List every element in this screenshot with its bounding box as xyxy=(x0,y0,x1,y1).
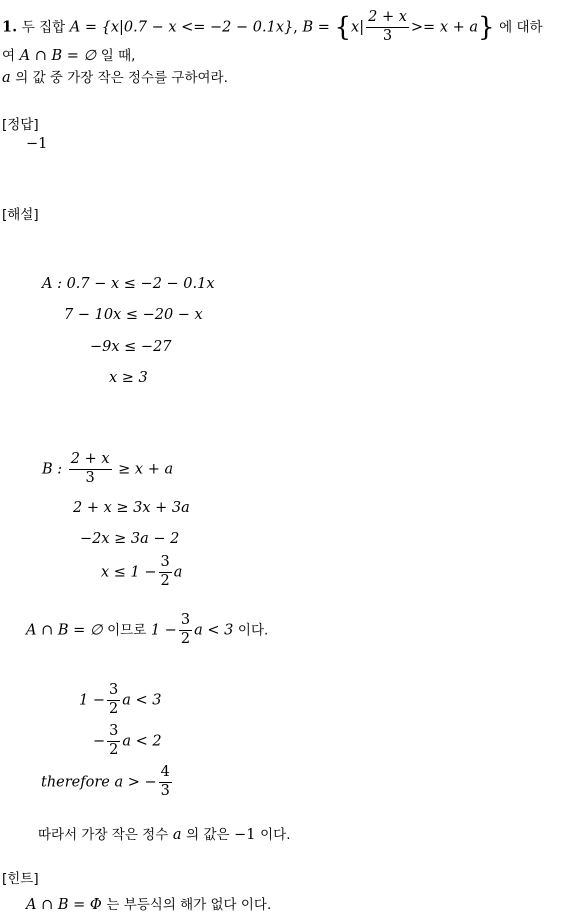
set-b-fraction xyxy=(366,10,409,45)
right-brace: } xyxy=(478,12,495,43)
fraction-denominator: 3 xyxy=(382,27,393,44)
solution-b-step-3: −2x ≥ 3a − 2 xyxy=(80,531,180,547)
ineq3-fraction xyxy=(159,765,172,800)
b-step1-left: B : xyxy=(42,461,63,478)
cond-fraction xyxy=(179,613,192,648)
solution-ineq-1 xyxy=(79,683,161,718)
cond-text2: 이다. xyxy=(237,622,269,639)
line3-var: a xyxy=(2,70,11,86)
conclusion-text3: 이다. xyxy=(260,827,291,843)
conclusion-text2: 의 값은 xyxy=(186,827,230,843)
ineq1-left: 1 − xyxy=(79,692,105,709)
solution-a-step-2: 7 − 10x ≤ −20 − x xyxy=(64,307,203,323)
problem-line-1 xyxy=(2,10,543,45)
ineq1-fraction xyxy=(107,683,120,718)
ineq2-fraction xyxy=(107,724,120,759)
solution-ineq-2 xyxy=(93,724,162,759)
cond-text1: 이므로 xyxy=(107,622,147,639)
b-step4-right: a xyxy=(173,564,183,581)
solution-b-step-1 xyxy=(42,452,173,487)
line2-prefix: 여 xyxy=(2,48,16,64)
conclusion-value: −1 xyxy=(234,827,256,843)
conclusion-text1: 따라서 가장 작은 정수 xyxy=(38,827,169,843)
line1-suffix: 에 대하 xyxy=(499,19,543,36)
ineq3-left: therefore a > − xyxy=(41,774,157,791)
problem-intro: 두 집합 xyxy=(21,19,66,36)
line2-suffix: 일 때, xyxy=(100,48,136,64)
fraction-denominator: 2 xyxy=(180,630,191,647)
line2-math: A ∩ B = ∅ xyxy=(19,48,97,64)
fraction-denominator: 3 xyxy=(85,469,95,486)
set-b-cond-right: >= x + a xyxy=(410,19,479,36)
set-b-cond-left: x| xyxy=(351,19,365,36)
fraction-numerator: 2 + x xyxy=(366,10,409,28)
solution-ineq-3 xyxy=(41,765,174,800)
conclusion-var: a xyxy=(172,827,182,843)
fraction-numerator: 3 xyxy=(107,683,120,701)
solution-a-step-1: A : 0.7 − x ≤ −2 − 0.1x xyxy=(42,276,215,292)
ineq2-left: − xyxy=(93,733,106,750)
fraction-denominator: 3 xyxy=(160,782,170,799)
line3-text: 의 값 중 가장 작은 정수를 구하여라. xyxy=(15,70,228,86)
cond-math-left: A ∩ B = ∅ xyxy=(26,622,103,639)
comma: , xyxy=(293,19,298,36)
solution-a-step-3: −9x ≤ −27 xyxy=(90,339,172,355)
left-brace: { xyxy=(334,12,352,43)
problem-line-3 xyxy=(2,66,228,86)
solution-condition-line xyxy=(26,613,268,648)
fraction-numerator: 4 xyxy=(159,765,172,783)
solution-heading: [해설] xyxy=(2,207,39,223)
fraction-numerator: 3 xyxy=(179,613,192,631)
fraction-denominator: 2 xyxy=(109,741,119,758)
cond-right: a < 3 xyxy=(194,622,234,639)
fraction-numerator: 3 xyxy=(159,555,172,573)
hint-text: 는 부등식의 해가 없다 이다. xyxy=(106,897,272,913)
solution-b-step-4 xyxy=(101,555,182,590)
answer-heading: [정답] xyxy=(2,117,39,133)
b-step1-fraction xyxy=(69,452,112,487)
fraction-numerator: 2 + x xyxy=(69,452,112,470)
solution-conclusion xyxy=(38,823,291,843)
hint-math: A ∩ B = Φ xyxy=(26,897,102,913)
fraction-denominator: 2 xyxy=(108,700,119,717)
cond-left: 1 − xyxy=(150,622,177,639)
set-a-definition: A = {x|0.7 − x <= −2 − 0.1x} xyxy=(69,19,294,36)
answer-value: −1 xyxy=(26,136,48,152)
problem-line-2 xyxy=(2,44,135,64)
fraction-denominator: 2 xyxy=(160,572,170,589)
solution-b-step-2: 2 + x ≥ 3x + 3a xyxy=(73,500,190,516)
b-step4-fraction xyxy=(159,555,172,590)
hint-heading: [힌트] xyxy=(2,871,39,887)
problem-number: 1. xyxy=(2,18,18,36)
ineq2-right: a < 2 xyxy=(122,733,162,750)
ineq1-right: a < 3 xyxy=(122,692,162,709)
hint-line xyxy=(26,893,271,913)
solution-a-step-4: x ≥ 3 xyxy=(109,370,148,386)
b-step1-right: ≥ x + a xyxy=(118,461,174,478)
b-step4-left: x ≤ 1 − xyxy=(101,564,157,581)
fraction-numerator: 3 xyxy=(107,724,120,742)
set-b-label: B = xyxy=(302,19,330,36)
